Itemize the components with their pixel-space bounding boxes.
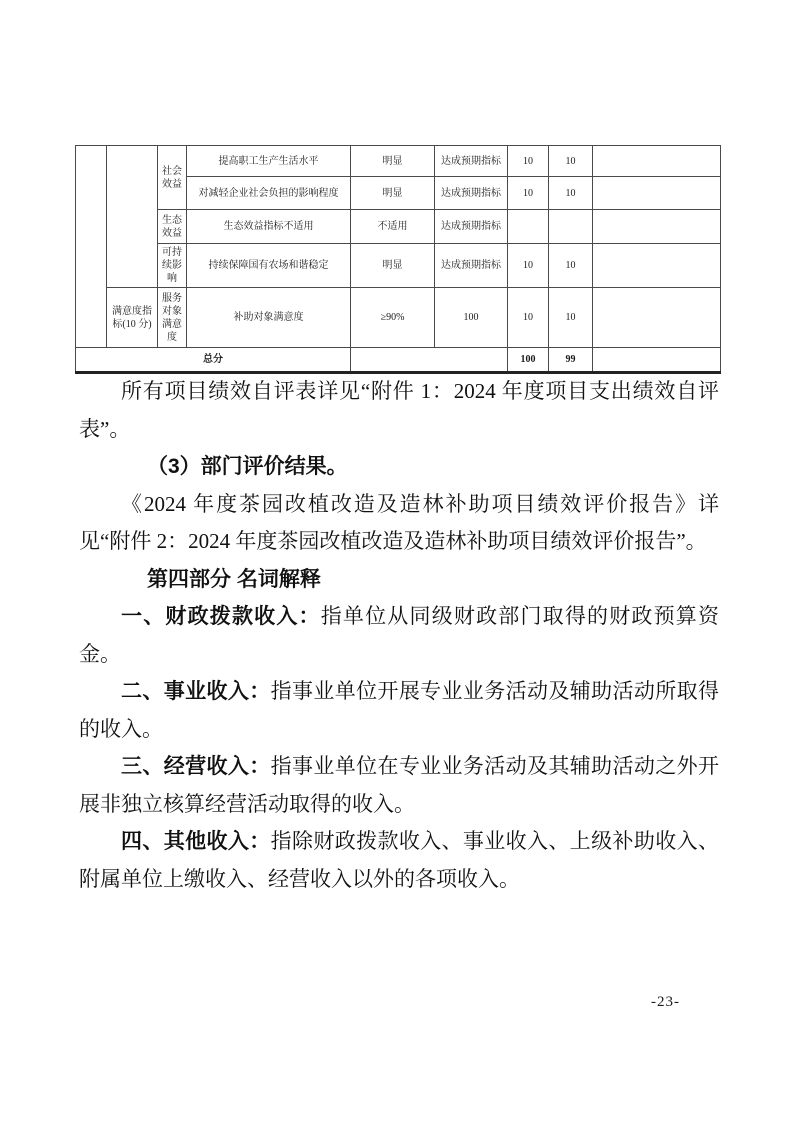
total-row <box>76 348 721 373</box>
cell-target: 明显 <box>351 146 435 177</box>
cell-score-full: 10 <box>508 177 549 210</box>
cell-score-got: 10 <box>549 288 593 348</box>
cell-indicator: 持续保障国有农场和谐稳定 <box>187 244 351 288</box>
paragraph-term-operating-income <box>79 673 719 748</box>
table-row <box>76 288 721 348</box>
cell-target: 明显 <box>351 244 435 288</box>
table-row <box>76 210 721 244</box>
paragraph-rest: 指除财政拨款收入、事业收入、上级补助收入、附属单位上缴收入、经营收入以外的各项收入。 <box>79 829 719 891</box>
paragraph-rest: 指事业单位在专业业务活动及其辅助活动之外开展非独立核算经营活动取得的收入。 <box>79 754 719 816</box>
paragraph-lead: 四、其他收入： <box>121 830 271 853</box>
cell-remark <box>593 177 721 210</box>
cell-score-got: 10 <box>549 244 593 288</box>
cell-empty-left <box>76 146 107 348</box>
cell-score-full: 10 <box>508 288 549 348</box>
page-number: -23- <box>651 994 680 1010</box>
cell-score-full <box>508 210 549 244</box>
body-text <box>79 373 719 898</box>
cell-total-full-score: 100 <box>508 348 549 373</box>
cell-score-full: 10 <box>508 244 549 288</box>
paragraph-lead: （3）部门评价结果。 <box>147 455 348 478</box>
cell-service-target-satisfaction: 服务对象满意度 <box>158 288 187 348</box>
cell-satisfaction-group: 满意度指标(10 分) <box>107 288 158 348</box>
cell-remark <box>593 244 721 288</box>
cell-remark <box>593 348 721 373</box>
paragraph-eval-report-note <box>79 486 719 561</box>
cell-empty <box>351 348 508 373</box>
cell-target: 明显 <box>351 177 435 210</box>
paragraph-self-eval-note <box>79 373 719 448</box>
cell-score-got: 10 <box>549 146 593 177</box>
paragraph-lead: 三、经营收入： <box>121 755 271 778</box>
paragraph-rest: 《2024 年度茶园改植改造及造林补助项目绩效评价报告》详见“附件 2：2024 年度茶园改植改造及造林补助项目绩效评价报告”。 <box>79 491 719 553</box>
cell-score-got <box>549 210 593 244</box>
cell-eco-benefit: 生态效益 <box>158 210 187 244</box>
cell-indicator: 对减轻企业社会负担的影响程度 <box>187 177 351 210</box>
performance-evaluation-table <box>75 145 721 374</box>
cell-sustainable-impact: 可持续影响 <box>158 244 187 288</box>
paragraph-dept-eval-result <box>79 448 719 486</box>
cell-social-benefit: 社会效益 <box>158 146 187 210</box>
paragraph-term-business-income <box>79 748 719 823</box>
cell-total-got-score: 99 <box>549 348 593 373</box>
cell-indicator: 生态效益指标不适用 <box>187 210 351 244</box>
paragraph-rest: 所有项目绩效自评表详见“附件 1：2024 年度项目支出绩效自评表”。 <box>79 379 719 441</box>
cell-result: 100 <box>435 288 508 348</box>
cell-result: 达成预期指标 <box>435 210 508 244</box>
cell-remark <box>593 288 721 348</box>
cell-indicator: 补助对象满意度 <box>187 288 351 348</box>
cell-result: 达成预期指标 <box>435 146 508 177</box>
cell-remark <box>593 210 721 244</box>
cell-empty-group <box>107 146 158 288</box>
section-heading: 第四部分 名词解释 <box>147 567 321 591</box>
cell-remark <box>593 146 721 177</box>
cell-result: 达成预期指标 <box>435 244 508 288</box>
paragraph-lead: 二、事业收入： <box>121 680 271 703</box>
cell-result: 达成预期指标 <box>435 177 508 210</box>
cell-score-got: 10 <box>549 177 593 210</box>
cell-indicator: 提高职工生产生活水平 <box>187 146 351 177</box>
table-row <box>76 244 721 288</box>
paragraph-rest: 指事业单位开展专业业务活动及辅助活动所取得的收入。 <box>79 679 719 741</box>
table-row <box>76 146 721 177</box>
cell-target: ≥90% <box>351 288 435 348</box>
cell-score-full: 10 <box>508 146 549 177</box>
cell-total-label: 总分 <box>76 348 351 373</box>
paragraph-rest: 指单位从同级财政部门取得的财政预算资金。 <box>79 604 720 666</box>
paragraph-term-other-income <box>79 823 719 898</box>
paragraph-lead: 一、财政拨款收入： <box>121 605 321 628</box>
paragraph-term-fiscal-appropriation <box>79 598 719 673</box>
cell-target: 不适用 <box>351 210 435 244</box>
